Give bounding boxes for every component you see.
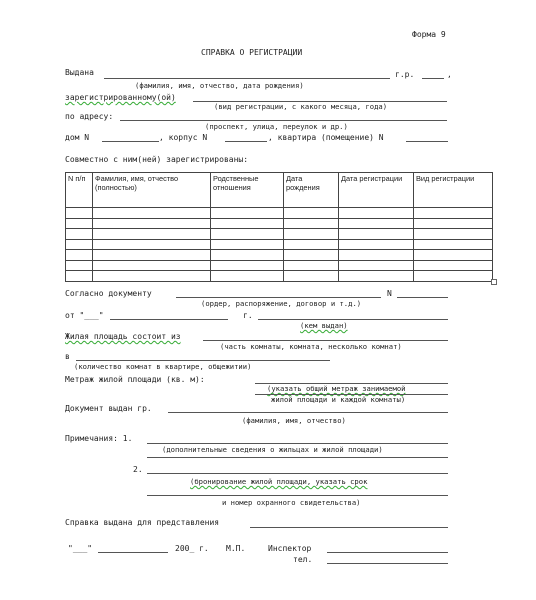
flat-field[interactable] [406, 141, 448, 142]
house-field[interactable] [102, 141, 159, 142]
table-cell[interactable] [414, 208, 493, 219]
table-cell[interactable] [211, 218, 284, 229]
notes-label: Примечания: 1. [65, 434, 133, 443]
living-area-field[interactable] [203, 340, 448, 341]
note-1-field-2[interactable] [147, 457, 448, 458]
table-cell[interactable] [284, 229, 339, 240]
table-row [66, 208, 493, 219]
column-header: Вид регистрации [414, 173, 493, 208]
hint-note-2a [190, 477, 367, 486]
flat-label: , квартира (помещение) N [268, 133, 384, 142]
issued-doc-label: Документ выдан гр. [65, 404, 152, 413]
hint-area: (часть комнаты, комната, несколько комнат) [220, 342, 402, 351]
table-cell[interactable] [211, 239, 284, 250]
phone-label: тел. [293, 555, 313, 564]
inspector-label: Инспектор [268, 544, 312, 553]
table-cell[interactable] [414, 229, 493, 240]
meterage-label: Метраж жилой площади (кв. м): [65, 375, 205, 384]
table-cell[interactable] [284, 250, 339, 261]
table-cell[interactable] [339, 250, 414, 261]
hint-rooms: (количество комнат в квартире, общежитии) [74, 362, 252, 371]
table-cell[interactable] [93, 250, 211, 261]
column-header: N п/п [66, 173, 93, 208]
hint-order: (ордер, распоряжение, договор и т.д.) [201, 299, 362, 308]
table-cell[interactable] [284, 208, 339, 219]
according-label: Согласно документу [65, 289, 152, 298]
document-title: СПРАВКА О РЕГИСТРАЦИИ [201, 48, 303, 57]
table-row [66, 218, 493, 229]
order-number-label: N [387, 289, 392, 298]
stamp-label: М.П. [226, 544, 246, 553]
table-cell[interactable] [211, 271, 284, 282]
residents-body [66, 208, 493, 282]
table-header-row [66, 173, 493, 208]
column-header: Фамилия, имя, отчество (полностью) [93, 173, 211, 208]
registered-label-text: зарегистрированному(ой) [65, 93, 176, 102]
table-cell[interactable] [93, 271, 211, 282]
hint-note-2a-text: (бронирование жилой площади, указать срок [190, 477, 368, 486]
note-2-field-2[interactable] [147, 495, 448, 496]
table-cell[interactable] [414, 271, 493, 282]
inspector-field[interactable] [327, 552, 448, 553]
note-1-field[interactable] [147, 443, 448, 444]
table-row [66, 271, 493, 282]
table-cell[interactable] [284, 271, 339, 282]
table-cell[interactable] [66, 250, 93, 261]
order-field[interactable] [176, 297, 381, 298]
footer-year: 200_ г. [175, 544, 209, 553]
hint-meterage-1 [267, 384, 405, 393]
column-header: Дата рождения [284, 173, 339, 208]
citizen-name-field[interactable] [168, 412, 448, 413]
living-area-text: Жилая площадь состоит из [65, 332, 181, 341]
living-area-label [65, 332, 181, 342]
table-cell[interactable] [284, 260, 339, 271]
birth-year-field[interactable] [422, 78, 444, 79]
table-cell[interactable] [93, 229, 211, 240]
table-cell[interactable] [211, 208, 284, 219]
column-header: Родственные отношения [211, 173, 284, 208]
hint-person: (фамилия, имя, отчество, дата рождения) [135, 81, 304, 90]
hint-note-1: (дополнительные сведения о жильцах и жилой площади) [162, 445, 383, 454]
table-cell[interactable] [66, 218, 93, 229]
rooms-field[interactable] [76, 360, 330, 361]
hint-registration: (вид регистрации, с какого месяца, года) [214, 102, 388, 111]
table-cell[interactable] [66, 260, 93, 271]
table-cell[interactable] [93, 260, 211, 271]
table-cell[interactable] [66, 208, 93, 219]
hint-address: (проспект, улица, переулок и др.) [205, 122, 348, 131]
building-label: , корпус N [159, 133, 208, 142]
table-cell[interactable] [414, 239, 493, 250]
table-cell[interactable] [339, 260, 414, 271]
table-cell[interactable] [414, 218, 493, 229]
table-cell[interactable] [339, 218, 414, 229]
from-label: от "___" [65, 311, 104, 320]
table-cell[interactable] [339, 208, 414, 219]
hint-name: (фамилия, имя, отчество) [242, 416, 346, 425]
hint-meterage-1-text: (указать общий метраж занимаемой [267, 384, 406, 393]
presentation-field[interactable] [250, 527, 448, 528]
issued-person-field[interactable] [104, 78, 390, 79]
order-number-field[interactable] [397, 297, 448, 298]
hint-meterage-2: жилой площади и каждой комнаты) [271, 395, 406, 404]
footer-date-field[interactable] [98, 552, 168, 553]
form-number: Форма 9 [412, 30, 446, 39]
column-header: Дата регистрации [339, 173, 414, 208]
comma-mark: , [447, 70, 452, 79]
table-cell[interactable] [93, 208, 211, 219]
note-2-number: 2. [133, 465, 143, 474]
note-2-field[interactable] [147, 473, 448, 474]
table-cell[interactable] [414, 250, 493, 261]
residents-table [65, 172, 493, 282]
table-cell[interactable] [211, 229, 284, 240]
address-field[interactable] [120, 120, 447, 121]
address-label: по адресу: [65, 112, 114, 121]
table-cell[interactable] [66, 229, 93, 240]
table-cell[interactable] [66, 271, 93, 282]
birth-year-suffix: г.р. [395, 70, 415, 79]
residents-heading: Совместно с ним(ней) зарегистрированы: [65, 155, 249, 164]
table-resize-handle[interactable] [491, 279, 497, 285]
registered-label [65, 93, 176, 103]
table-cell[interactable] [339, 271, 414, 282]
table-row [66, 260, 493, 271]
phone-field[interactable] [327, 563, 448, 564]
hint-issued-by [300, 321, 348, 330]
table-cell[interactable] [284, 239, 339, 250]
table-cell[interactable] [211, 250, 284, 261]
table-cell[interactable] [414, 260, 493, 271]
table-cell[interactable] [339, 229, 414, 240]
house-label: дом N [65, 133, 90, 142]
table-cell[interactable] [339, 239, 414, 250]
in-label: в [65, 352, 70, 361]
table-row [66, 229, 493, 240]
table-cell[interactable] [93, 239, 211, 250]
hint-note-2b: и номер охранного свидетельства) [222, 498, 361, 507]
building-field[interactable] [225, 141, 267, 142]
footer-date-prefix: "___" [68, 544, 93, 553]
table-cell[interactable] [284, 218, 339, 229]
table-row [66, 250, 493, 261]
from-year-label: г. [243, 311, 253, 320]
table-cell[interactable] [66, 239, 93, 250]
presentation-label: Справка выдана для представления [65, 518, 220, 527]
hint-issued-by-text: (кем выдан) [300, 321, 348, 330]
from-date-field[interactable] [110, 319, 228, 320]
table-cell[interactable] [211, 260, 284, 271]
table-cell[interactable] [93, 218, 211, 229]
issued-label: Выдана [65, 68, 94, 77]
table-row [66, 239, 493, 250]
issued-by-field[interactable] [258, 319, 448, 320]
